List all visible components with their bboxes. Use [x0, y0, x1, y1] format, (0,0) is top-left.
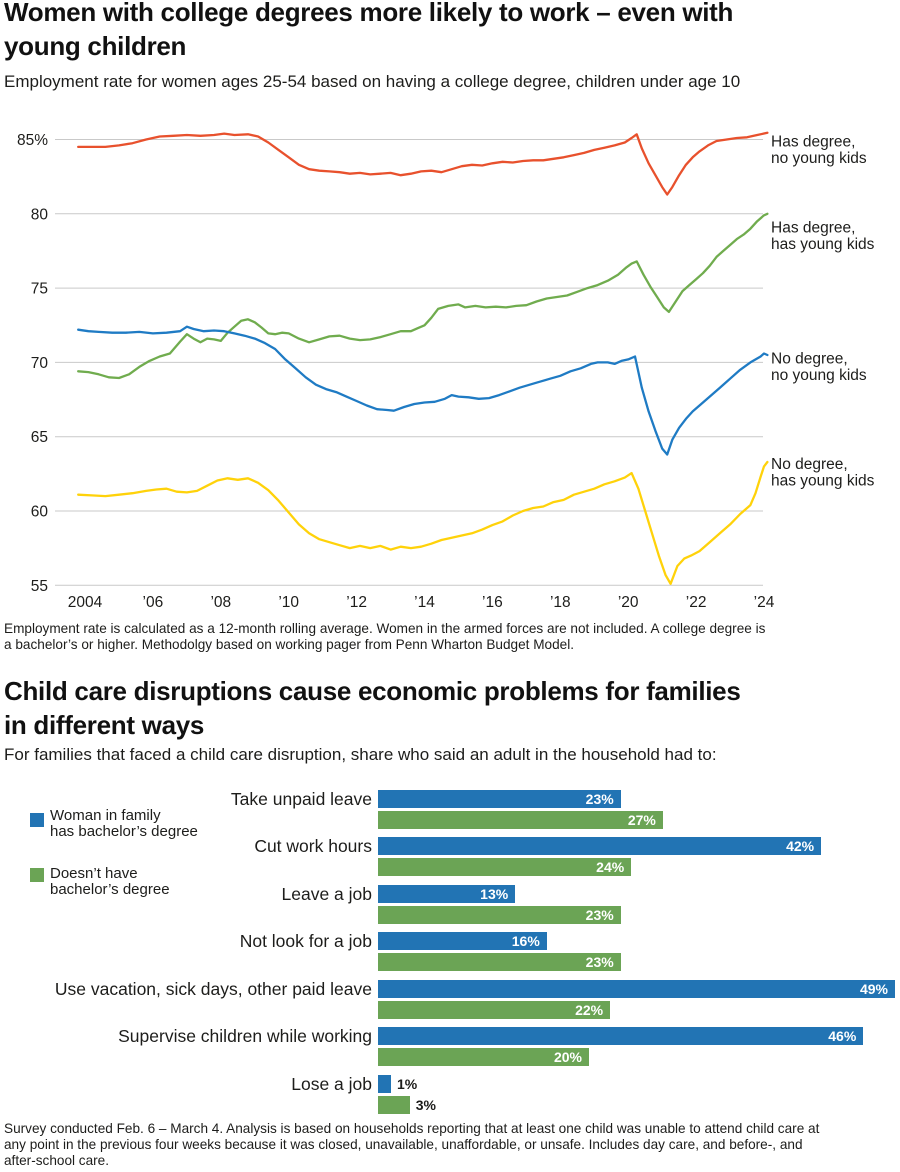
series-label-no-degree-has-young-kids: No degree, has young kids	[771, 455, 875, 490]
bar-woman-in-family-has-bachelor-s-degree-leave-a-job	[378, 885, 515, 903]
y-tick-label: 60	[30, 503, 48, 521]
bar-category-label-take-unpaid-leave: Take unpaid leave	[230, 788, 372, 809]
bar-value-label: 23%	[585, 906, 614, 923]
line-has-degree-no-young-kids	[78, 133, 767, 195]
bar-woman-in-family-has-bachelor-s-degree-not-look-for-a-job	[378, 932, 547, 950]
x-tick-label: ’12	[346, 594, 367, 611]
bar-category-label-use-vacation-sick-days-other-paid-leave: Use vacation, sick days, other paid leave	[54, 978, 372, 999]
bar-doesn-t-have-bachelor-s-degree-take-unpaid-leave	[378, 811, 663, 829]
bar-category-label-leave-a-job: Leave a job	[281, 883, 372, 904]
childcare-disruption-bar-chart	[0, 780, 900, 1115]
legend-label-line: bachelor’s degree	[50, 880, 170, 898]
bar-chart-footnote-line-3: after-school care.	[4, 1152, 110, 1168]
y-tick-label: 70	[30, 354, 48, 372]
bar-woman-in-family-has-bachelor-s-degree-lose-a-job	[378, 1075, 418, 1093]
bar-woman-in-family-has-bachelor-s-degree-supervise-children-while-working	[378, 1027, 863, 1045]
y-tick-label: 75	[30, 280, 48, 298]
bar-value-label: 13%	[480, 885, 509, 902]
y-tick-label: 85%	[16, 132, 48, 149]
bar-chart-title	[4, 674, 900, 742]
bar-value-label: 3%	[415, 1096, 436, 1113]
bar-chart-title-line-1: Child care disruptions cause economic problems for families	[4, 676, 741, 706]
bar-doesn-t-have-bachelor-s-degree-use-vacation-sick-days-other-paid-leave	[378, 1001, 610, 1019]
line-chart-title	[4, 0, 900, 63]
legend-swatch-has-bachelors	[30, 813, 44, 827]
bar-doesn-t-have-bachelor-s-degree-leave-a-job	[378, 906, 621, 924]
y-tick-label: 65	[30, 429, 48, 447]
bar-doesn-t-have-bachelor-s-degree-supervise-children-while-working	[378, 1048, 589, 1066]
line-chart-subtitle: Employment rate for women ages 25-54 based on having a college degree, children under age 10	[4, 72, 741, 91]
x-tick-label: ’14	[414, 594, 435, 611]
x-tick-label: 2004	[67, 594, 103, 611]
bar-woman-in-family-has-bachelor-s-degree-take-unpaid-leave	[378, 790, 621, 808]
bar-value-label: 46%	[828, 1028, 857, 1044]
bar-category-label-lose-a-job: Lose a job	[291, 1073, 372, 1094]
bar-value-label: 22%	[575, 1001, 604, 1018]
x-tick-label: ’08	[210, 594, 232, 611]
bar-chart-footnote-line-2: any point in the previous four weeks because it was closed, unavailable, unaffordable, or unsafe. Includes day care, and before-, and	[4, 1136, 803, 1152]
bar-value-label: 1%	[397, 1075, 418, 1092]
bar-chart-footnote-line-1: Survey conducted Feb. 6 – March 4. Analysis is based on households reporting that at least one child was unable to attend child care at	[4, 1121, 820, 1136]
bar-category-label-cut-work-hours: Cut work hours	[254, 836, 372, 856]
bar-chart-title-line-2: in different ways	[4, 710, 205, 740]
line-chart-footnote	[4, 621, 900, 653]
legend-swatch-no-bachelors	[30, 868, 44, 882]
bar-value-label: 49%	[859, 980, 888, 997]
bar-category-label-not-look-for-a-job: Not look for a job	[239, 931, 372, 951]
bar-woman-in-family-has-bachelor-s-degree-cut-work-hours	[378, 837, 821, 855]
bar-doesn-t-have-bachelor-s-degree-cut-work-hours	[378, 858, 631, 876]
bar-chart-footnote	[4, 1121, 900, 1169]
x-tick-label: ’10	[278, 594, 300, 611]
bar-woman-in-family-has-bachelor-s-degree-use-vacation-sick-days-other-paid-leave	[378, 980, 895, 998]
legend-label-line: Woman in family	[50, 807, 161, 824]
line-no-degree-has-young-kids	[78, 462, 767, 584]
line-has-degree-has-young-kids	[78, 214, 767, 378]
bar-value-label: 23%	[585, 790, 614, 807]
bar-value-label: 16%	[511, 933, 540, 949]
bar-chart-subtitle: For families that faced a child care disruption, share who said an adult in the household had to:	[4, 745, 717, 764]
y-tick-label: 80	[30, 206, 48, 224]
series-label-no-degree-no-young-kids: No degree, no young kids	[771, 350, 867, 384]
employment-rate-line-chart	[0, 118, 900, 620]
bar-doesn-t-have-bachelor-s-degree-lose-a-job	[378, 1096, 436, 1114]
line-chart-footnote-line-2: a bachelor’s or higher. Methodolgy based on working pager from Penn Wharton Budget Model.	[4, 636, 575, 652]
bar-value-label: 20%	[553, 1049, 582, 1065]
legend-label-line: has bachelor’s degree	[50, 822, 198, 840]
x-tick-label: ’24	[753, 594, 775, 611]
bar-doesn-t-have-bachelor-s-degree-not-look-for-a-job	[378, 953, 621, 971]
x-tick-label: ’20	[617, 594, 639, 611]
x-tick-label: ’06	[142, 594, 164, 611]
x-tick-label: ’18	[549, 594, 571, 611]
x-tick-label: ’22	[685, 594, 707, 611]
bar-value-label: 42%	[786, 838, 815, 854]
line-no-degree-no-young-kids	[78, 327, 767, 455]
line-chart-title-line-2: young children	[4, 31, 187, 61]
legend-label-line: Doesn’t have	[50, 865, 138, 882]
y-tick-label: 55	[30, 577, 48, 595]
line-chart-title-line-1: Women with college degrees more likely to work – even with	[4, 0, 734, 27]
bar-category-label-supervise-children-while-working: Supervise children while working	[118, 1026, 372, 1046]
series-label-has-degree-no-young-kids: Has degree, no young kids	[771, 133, 867, 167]
x-tick-label: ’16	[482, 594, 503, 611]
bar-value-label: 27%	[627, 811, 656, 828]
series-label-has-degree-has-young-kids: Has degree, has young kids	[771, 219, 875, 254]
bar-value-label: 23%	[585, 954, 614, 970]
bar-value-label: 24%	[596, 859, 625, 875]
line-chart-footnote-line-1: Employment rate is calculated as a 12-month rolling average. Women in the armed forces are not included. A college degree is	[4, 621, 766, 636]
